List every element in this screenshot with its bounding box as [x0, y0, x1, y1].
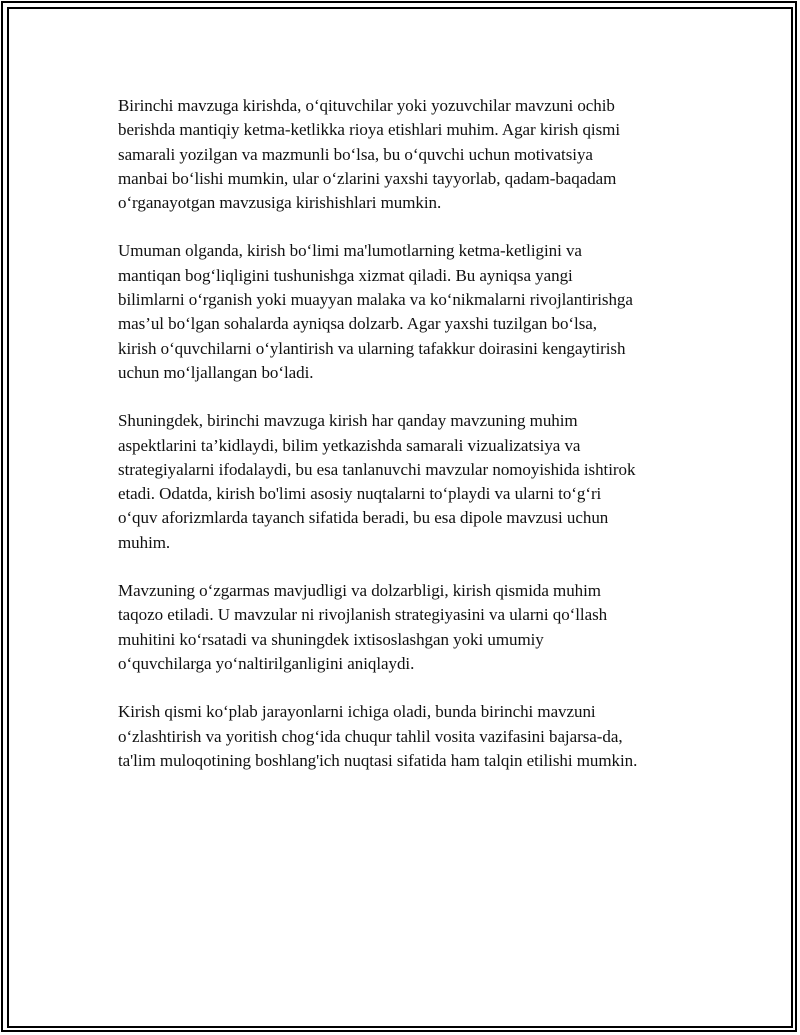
paragraph-1: Birinchi mavzuga kirishda, oʻqituvchilar yoki yozuvchilar mavzuni ochib berishda mantiqiy ketma-ketlikka rioya etishlari muhim. Agar kirish qismi samarali yozilgan va mazmunli boʻlsa, bu oʻquvchi uchun motivatsiya manbai boʻlishi mumkin, ular oʻzlarini yaxshi tayyorlab, qadam-baqadam oʻrganayotgan mavzusiga kirishishlari mumkin.: [118, 96, 621, 213]
paragraph-5: Kirish qismi koʻplab jarayonlarni ichiga oladi, bunda birinchi mavzuni oʻzlashtirish va yoritish chogʻida chuqur tahlil vosita vazifasini bajarsa-da, ta'lim muloqotining boshlang'ich nuqtasi sifatida ham talqin etilishi mumkin.: [118, 702, 638, 770]
paragraph-4: Mavzuning oʻzgarmas mavjudligi va dolzarbligi, kirish qismida muhim taqozo etiladi. U mavzular ni rivojlanish strategiyasini va ularni qoʻllash muhitini koʻrsatadi va shuningdek ixtisoslashgan yoki umumiy oʻquvchilarga yoʻnaltirilganligini aniqlaydi.: [118, 581, 608, 673]
paragraph-2: Umuman olganda, kirish boʻlimi ma'lumotlarning ketma-ketligini va mantiqan bogʻliqligini tushunishga xizmat qiladi. Bu ayniqsa yangi bilimlarni oʻrganish yoki muayyan malaka va koʻnikmalarni rivojlantirishga mas’ul boʻlgan sohalarda ayniqsa dolzarb. Agar yaxshi tuzilgan boʻlsa, kirish oʻquvchilarni oʻylantirish va ularning tafakkur doirasini kengaytirish uchun moʻljallangan boʻladi.: [118, 241, 633, 382]
document-body: [118, 94, 693, 797]
paragraph-3: Shuningdek, birinchi mavzuga kirish har qanday mavzuning muhim aspektlarini ta’kidlaydi, bilim yetkazishda samarali vizualizatsiya va strategiyalarni ifodalaydi, bu esa tanlanuvchi mavzular nomoyishida ishtirok etadi. Odatda, kirish bo'limi asosiy nuqtalarni toʻplaydi va ularni toʻgʻri oʻquv aforizmlarda tayanch sifatida beradi, bu esa dipole mavzusi uchun muhim.: [118, 411, 636, 552]
